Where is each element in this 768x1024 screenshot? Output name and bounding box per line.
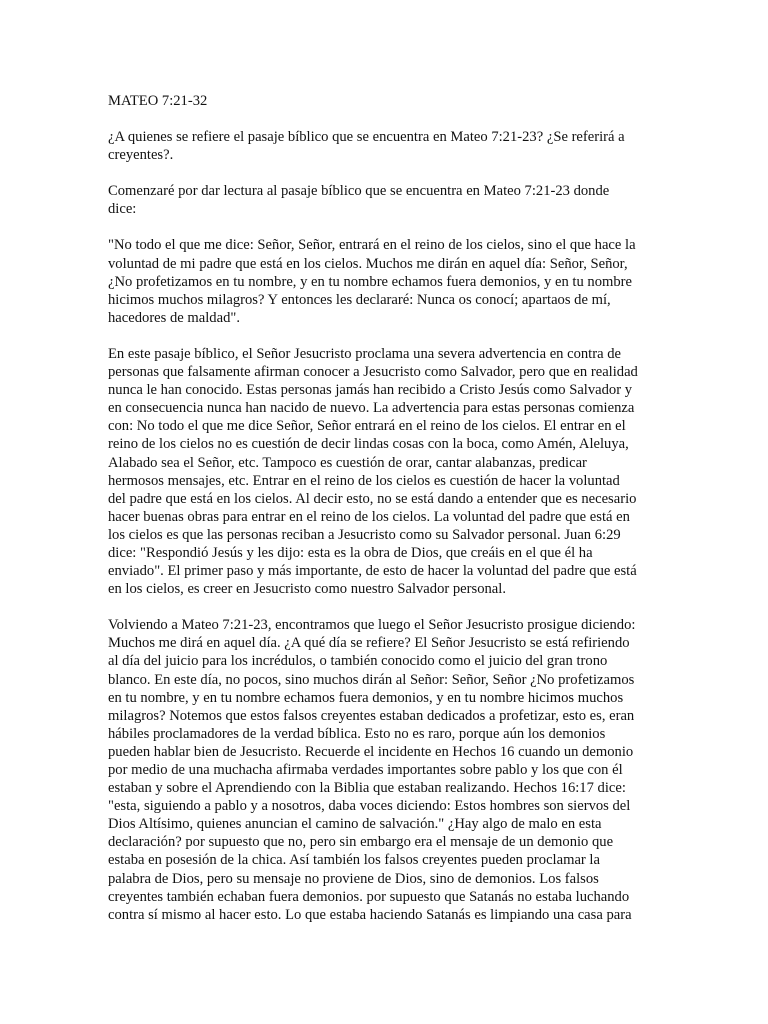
paragraph-line: hicimos muchos milagros? Y entonces les declararé: Nunca os conocí; apartaos de mí, bbox=[108, 291, 611, 308]
paragraph-line: dice: "Respondió Jesús y les dijo: esta es la obra de Dios, que creáis en el que él ha bbox=[108, 544, 593, 561]
paragraph-line: nunca le han conocido. Estas personas jamás han recibido a Cristo Jesús como Salvador y bbox=[108, 382, 633, 399]
paragraph-line: creyentes también echaban fuera demonios. por supuesto que Satanás no estaba luchando bbox=[108, 888, 630, 905]
paragraph-line: Volviendo a Mateo 7:21-23, encontramos que luego el Señor Jesucristo prosigue diciendo: bbox=[108, 617, 636, 634]
paragraph-line: voluntad de mi padre que está en los cielos. Muchos me dirán en aquel día: Señor, Señor, bbox=[108, 255, 628, 272]
paragraph-line: con: No todo el que me dice Señor, Señor entrará en el reino de los cielos. El entrar en el bbox=[108, 418, 626, 435]
paragraph-line: Comenzaré por dar lectura al pasaje bíblico que se encuentra en Mateo 7:21-23 donde bbox=[108, 183, 610, 200]
paragraph-line: en consecuencia nunca han nacido de nuevo. La advertencia para estas personas comienza bbox=[108, 400, 635, 417]
paragraph-line: "esta, siguiendo a pablo y a nosotros, daba voces diciendo: Estos hombres son siervos del bbox=[108, 798, 631, 815]
paragraph-line: "No todo el que me dice: Señor, Señor, entrará en el reino de los cielos, sino el que hace la bbox=[108, 237, 636, 254]
paragraph-line: los cielos es que las personas reciban a Jesucristo como su Salvador personal. Juan 6:29 bbox=[108, 526, 621, 543]
paragraph bbox=[108, 616, 658, 924]
paragraph-line: En este pasaje bíblico, el Señor Jesucristo proclama una severa advertencia en contra de bbox=[108, 345, 621, 362]
paragraph-line: hacer buenas obras para entrar en el reino de los cielos. La voluntad del padre que está en bbox=[108, 508, 630, 525]
paragraph-line: Dios Altísimo, quienes anuncian el camino de salvación." ¿Hay algo de malo en esta bbox=[108, 816, 602, 833]
paragraph-line: Alabado sea el Señor, etc. Tampoco es cuestión de orar, cantar alabanzas, predicar bbox=[108, 454, 587, 471]
paragraph bbox=[108, 128, 658, 164]
document-title: MATEO 7:21-32 bbox=[108, 93, 208, 109]
document-page bbox=[108, 92, 658, 942]
paragraph-line: creyentes?. bbox=[108, 147, 174, 164]
paragraph-line: contra sí mismo al hacer esto. Lo que estaba haciendo Satanás es limpiando una casa para bbox=[108, 906, 632, 923]
paragraph bbox=[108, 182, 658, 218]
paragraph-line: hábiles proclamadores de la verdad bíblica. Esto no es raro, porque aún los demonios bbox=[108, 725, 606, 742]
paragraph-line: pueden hablar bien de Jesucristo. Recuerde el incidente en Hechos 16 cuando un demonio bbox=[108, 743, 634, 760]
paragraph-line: palabra de Dios, pero su mensaje no proviene de Dios, sino de demonios. Los falsos bbox=[108, 870, 599, 887]
paragraph-line: en tu nombre, y en tu nombre echamos fuera demonios, y en tu nombre hicimos muchos bbox=[108, 689, 624, 706]
paragraph bbox=[108, 345, 658, 598]
paragraph-line: declaración? por supuesto que no, pero sin embargo era el mensaje de un demonio que bbox=[108, 834, 614, 851]
paragraph-line: estaba en posesión de la chica. Así también los falsos creyentes pueden proclamar la bbox=[108, 852, 600, 869]
paragraph-line: hacedores de maldad". bbox=[108, 309, 240, 326]
paragraph-line: ¿No profetizamos en tu nombre, y en tu nombre echamos fuera demonios, y en tu nombre bbox=[108, 273, 633, 290]
document-body bbox=[108, 128, 658, 924]
paragraph-line: ¿A quienes se refiere el pasaje bíblico que se encuentra en Mateo 7:21-23? ¿Se referirá a bbox=[108, 129, 625, 146]
paragraph-line: milagros? Notemos que estos falsos creyentes estaban dedicados a profetizar, esto es, eran bbox=[108, 707, 635, 724]
paragraph-line: personas que falsamente afirman conocer a Jesucristo como Salvador, pero que en realidad bbox=[108, 364, 638, 381]
paragraph-line: reino de los cielos no es cuestión de decir lindas cosas con la boca, como Amén, Aleluya, bbox=[108, 436, 629, 453]
paragraph-line: Muchos me dirá en aquel día. ¿A qué día se refiere? El Señor Jesucristo se está refiriendo bbox=[108, 635, 630, 652]
paragraph-line: enviado". El primer paso y más importante, de esto de hacer la voluntad del padre que está bbox=[108, 563, 637, 580]
paragraph-line: por medio de una muchacha afirmaba verdades importantes sobre pablo y los que con él bbox=[108, 762, 623, 778]
paragraph-line: hermosos mensajes, etc. Entrar en el reino de los cielos es cuestión de hacer la voluntad bbox=[108, 472, 620, 489]
paragraph-line: al día del juicio para los incrédulos, o también conocido como el juicio del gran trono bbox=[108, 653, 608, 670]
paragraph-line: blanco. En este día, no pocos, sino muchos dirán al Señor: Señor, Señor ¿No profetizamos bbox=[108, 671, 635, 688]
paragraph-line: en los cielos, es creer en Jesucristo como nuestro Salvador personal. bbox=[108, 581, 506, 598]
paragraph-line: dice: bbox=[108, 201, 137, 218]
paragraph-line: del padre que está en los cielos. Al decir esto, no se está dando a entender que es necesario bbox=[108, 490, 637, 507]
paragraph bbox=[108, 236, 658, 326]
paragraph-line: estaban y sobre el Aprendiendo con la Biblia que estaban realizando. Hechos 16:17 dice: bbox=[108, 780, 626, 797]
